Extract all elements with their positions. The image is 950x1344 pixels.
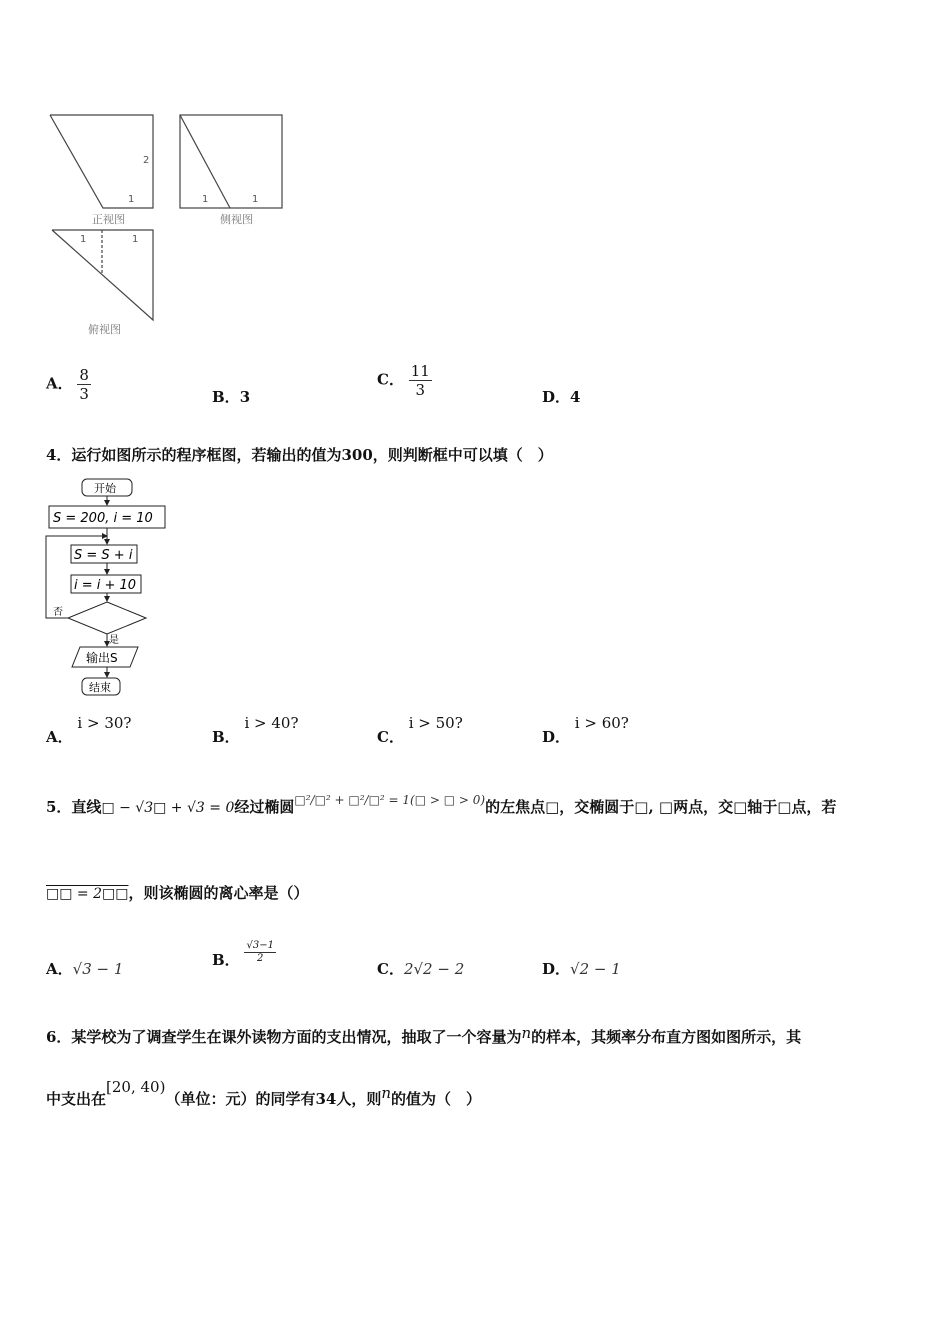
front-view-label: 正视图 — [92, 213, 125, 226]
q3-option-a-numerator: 8 — [79, 366, 89, 384]
q5-option-b-denominator: 2 — [257, 953, 264, 964]
q6-line1 — [46, 1026, 801, 1047]
q5-option-c-value: 2√2 − 2 — [403, 960, 465, 978]
q3-option-b-value: 3 — [239, 388, 251, 406]
q4-option-d-letter: D． — [542, 728, 571, 746]
q5-option-b-fraction — [244, 940, 275, 965]
top-view-dim-one-right: 1 — [132, 234, 139, 245]
flow-decision — [68, 602, 146, 634]
flow-start — [82, 479, 132, 496]
q4-option-d[interactable] — [542, 712, 629, 746]
q3-option-c-denominator: 3 — [415, 381, 426, 399]
q3-option-d[interactable] — [542, 386, 580, 407]
q6-part3: 中支出在 — [46, 1090, 107, 1108]
q6-interval: [20, 40) — [106, 1078, 166, 1096]
q6-line2 — [46, 1078, 482, 1109]
q3-option-c[interactable] — [377, 362, 432, 399]
front-view-dim-two: 2 — [143, 155, 150, 166]
front-view-dim-one: 1 — [128, 194, 135, 205]
svg-text:S = S + i: S = S + i — [74, 548, 133, 563]
side-view-dim-one-right: 1 — [252, 194, 259, 205]
q5-prefix: 5．直线 — [46, 798, 102, 816]
q3-option-d-value: 4 — [570, 388, 581, 406]
flow-yes-label: 是 — [109, 635, 119, 646]
flow-step-increment — [71, 575, 141, 593]
svg-text:开始: 开始 — [94, 482, 116, 495]
flow-output — [72, 647, 138, 667]
q3-option-c-numerator: 11 — [410, 362, 430, 380]
q3-option-a-denominator: 3 — [79, 385, 89, 403]
q5-suffix: 的左焦点□，交椭圆于□, □两点，交□轴于□点，若 — [485, 798, 837, 816]
q6-var-n: n — [521, 1024, 532, 1042]
q4-option-c-value: i > 50? — [408, 714, 463, 732]
q4-option-b-letter: B． — [212, 728, 240, 746]
q5-ellipse-equation: □²/□² + □²/□² = 1(□ > □ > 0) — [294, 793, 486, 807]
flow-step-sum — [71, 545, 137, 563]
side-view-label: 侧视图 — [220, 213, 253, 226]
svg-text:S = 200, i = 10: S = 200, i = 10 — [53, 511, 153, 526]
q6-part4: （单位：元）的同学有34人，则 — [165, 1090, 382, 1108]
front-view — [50, 115, 153, 226]
q3-option-a[interactable] — [46, 366, 91, 403]
q6-part1: 6．某学校为了调查学生在课外读物方面的支出情况，抽取了一个容量为 — [46, 1028, 522, 1046]
svg-text:i = i + 10: i = i + 10 — [74, 578, 137, 593]
q4-option-a-letter: A． — [46, 728, 73, 746]
q5-option-d[interactable] — [542, 958, 621, 979]
q6-part5: 的值为（ ） — [391, 1090, 482, 1108]
q5-option-a-letter: A． — [46, 960, 73, 978]
q4-stem: 4．运行如图所示的程序框图，若输出的值为300，则判断框中可以填（ ） — [46, 446, 553, 464]
q5-option-a[interactable] — [46, 958, 123, 979]
top-view-label: 俯视图 — [88, 323, 121, 336]
q5-line1 — [46, 793, 837, 817]
q3-option-c-letter: C． — [377, 370, 404, 389]
top-view — [52, 230, 153, 336]
q3-option-b-letter: B． — [212, 388, 240, 406]
q3-option-c-fraction — [409, 362, 432, 399]
q5-option-c-letter: C． — [377, 960, 404, 978]
q5-option-d-letter: D． — [542, 960, 571, 978]
q5-line-equation: □ − √3□ + √3 = 0 — [101, 800, 235, 816]
flow-init — [49, 506, 165, 528]
flowchart — [40, 474, 180, 704]
flow-end — [82, 678, 120, 695]
side-view-dim-one-left: 1 — [202, 194, 209, 205]
q5-option-b-numerator: √3−1 — [246, 940, 274, 951]
q5-option-d-value: √2 − 1 — [570, 960, 621, 978]
q4-option-c-letter: C． — [377, 728, 404, 746]
q5-condition-text: ，则该椭圆的离心率是（） — [128, 884, 309, 902]
flow-no-label: 否 — [53, 607, 63, 618]
q5-line2 — [46, 882, 308, 903]
q5-option-a-value: √3 − 1 — [72, 960, 124, 978]
three-view-figure — [40, 105, 300, 345]
q5-option-c[interactable] — [377, 958, 464, 979]
top-view-dim-one-left: 1 — [80, 234, 87, 245]
q4-option-b-value: i > 40? — [244, 714, 299, 732]
q3-option-d-letter: D． — [542, 388, 571, 406]
side-view — [180, 115, 282, 226]
q5-option-b[interactable] — [212, 940, 276, 969]
q4-option-a[interactable] — [46, 712, 132, 746]
q3-option-a-fraction — [77, 366, 91, 403]
q6-var-n-2: n — [381, 1084, 391, 1102]
q3-option-b[interactable] — [212, 386, 250, 407]
q5-option-b-letter: B． — [212, 950, 240, 969]
q3-option-a-letter: A． — [46, 374, 73, 393]
q5-vector-equation: □□ = 2□□ — [46, 886, 129, 902]
q6-part2: 的样本，其频率分布直方图如图所示，其 — [531, 1028, 802, 1046]
q5-mid: 经过椭圆 — [234, 798, 295, 816]
svg-text:结束: 结束 — [89, 681, 111, 694]
q4-option-a-value: i > 30? — [77, 714, 132, 732]
q4-option-b[interactable] — [212, 712, 299, 746]
svg-text:输出S: 输出S — [86, 651, 118, 665]
q4-option-d-value: i > 60? — [574, 714, 629, 732]
q4-option-c[interactable] — [377, 712, 463, 746]
